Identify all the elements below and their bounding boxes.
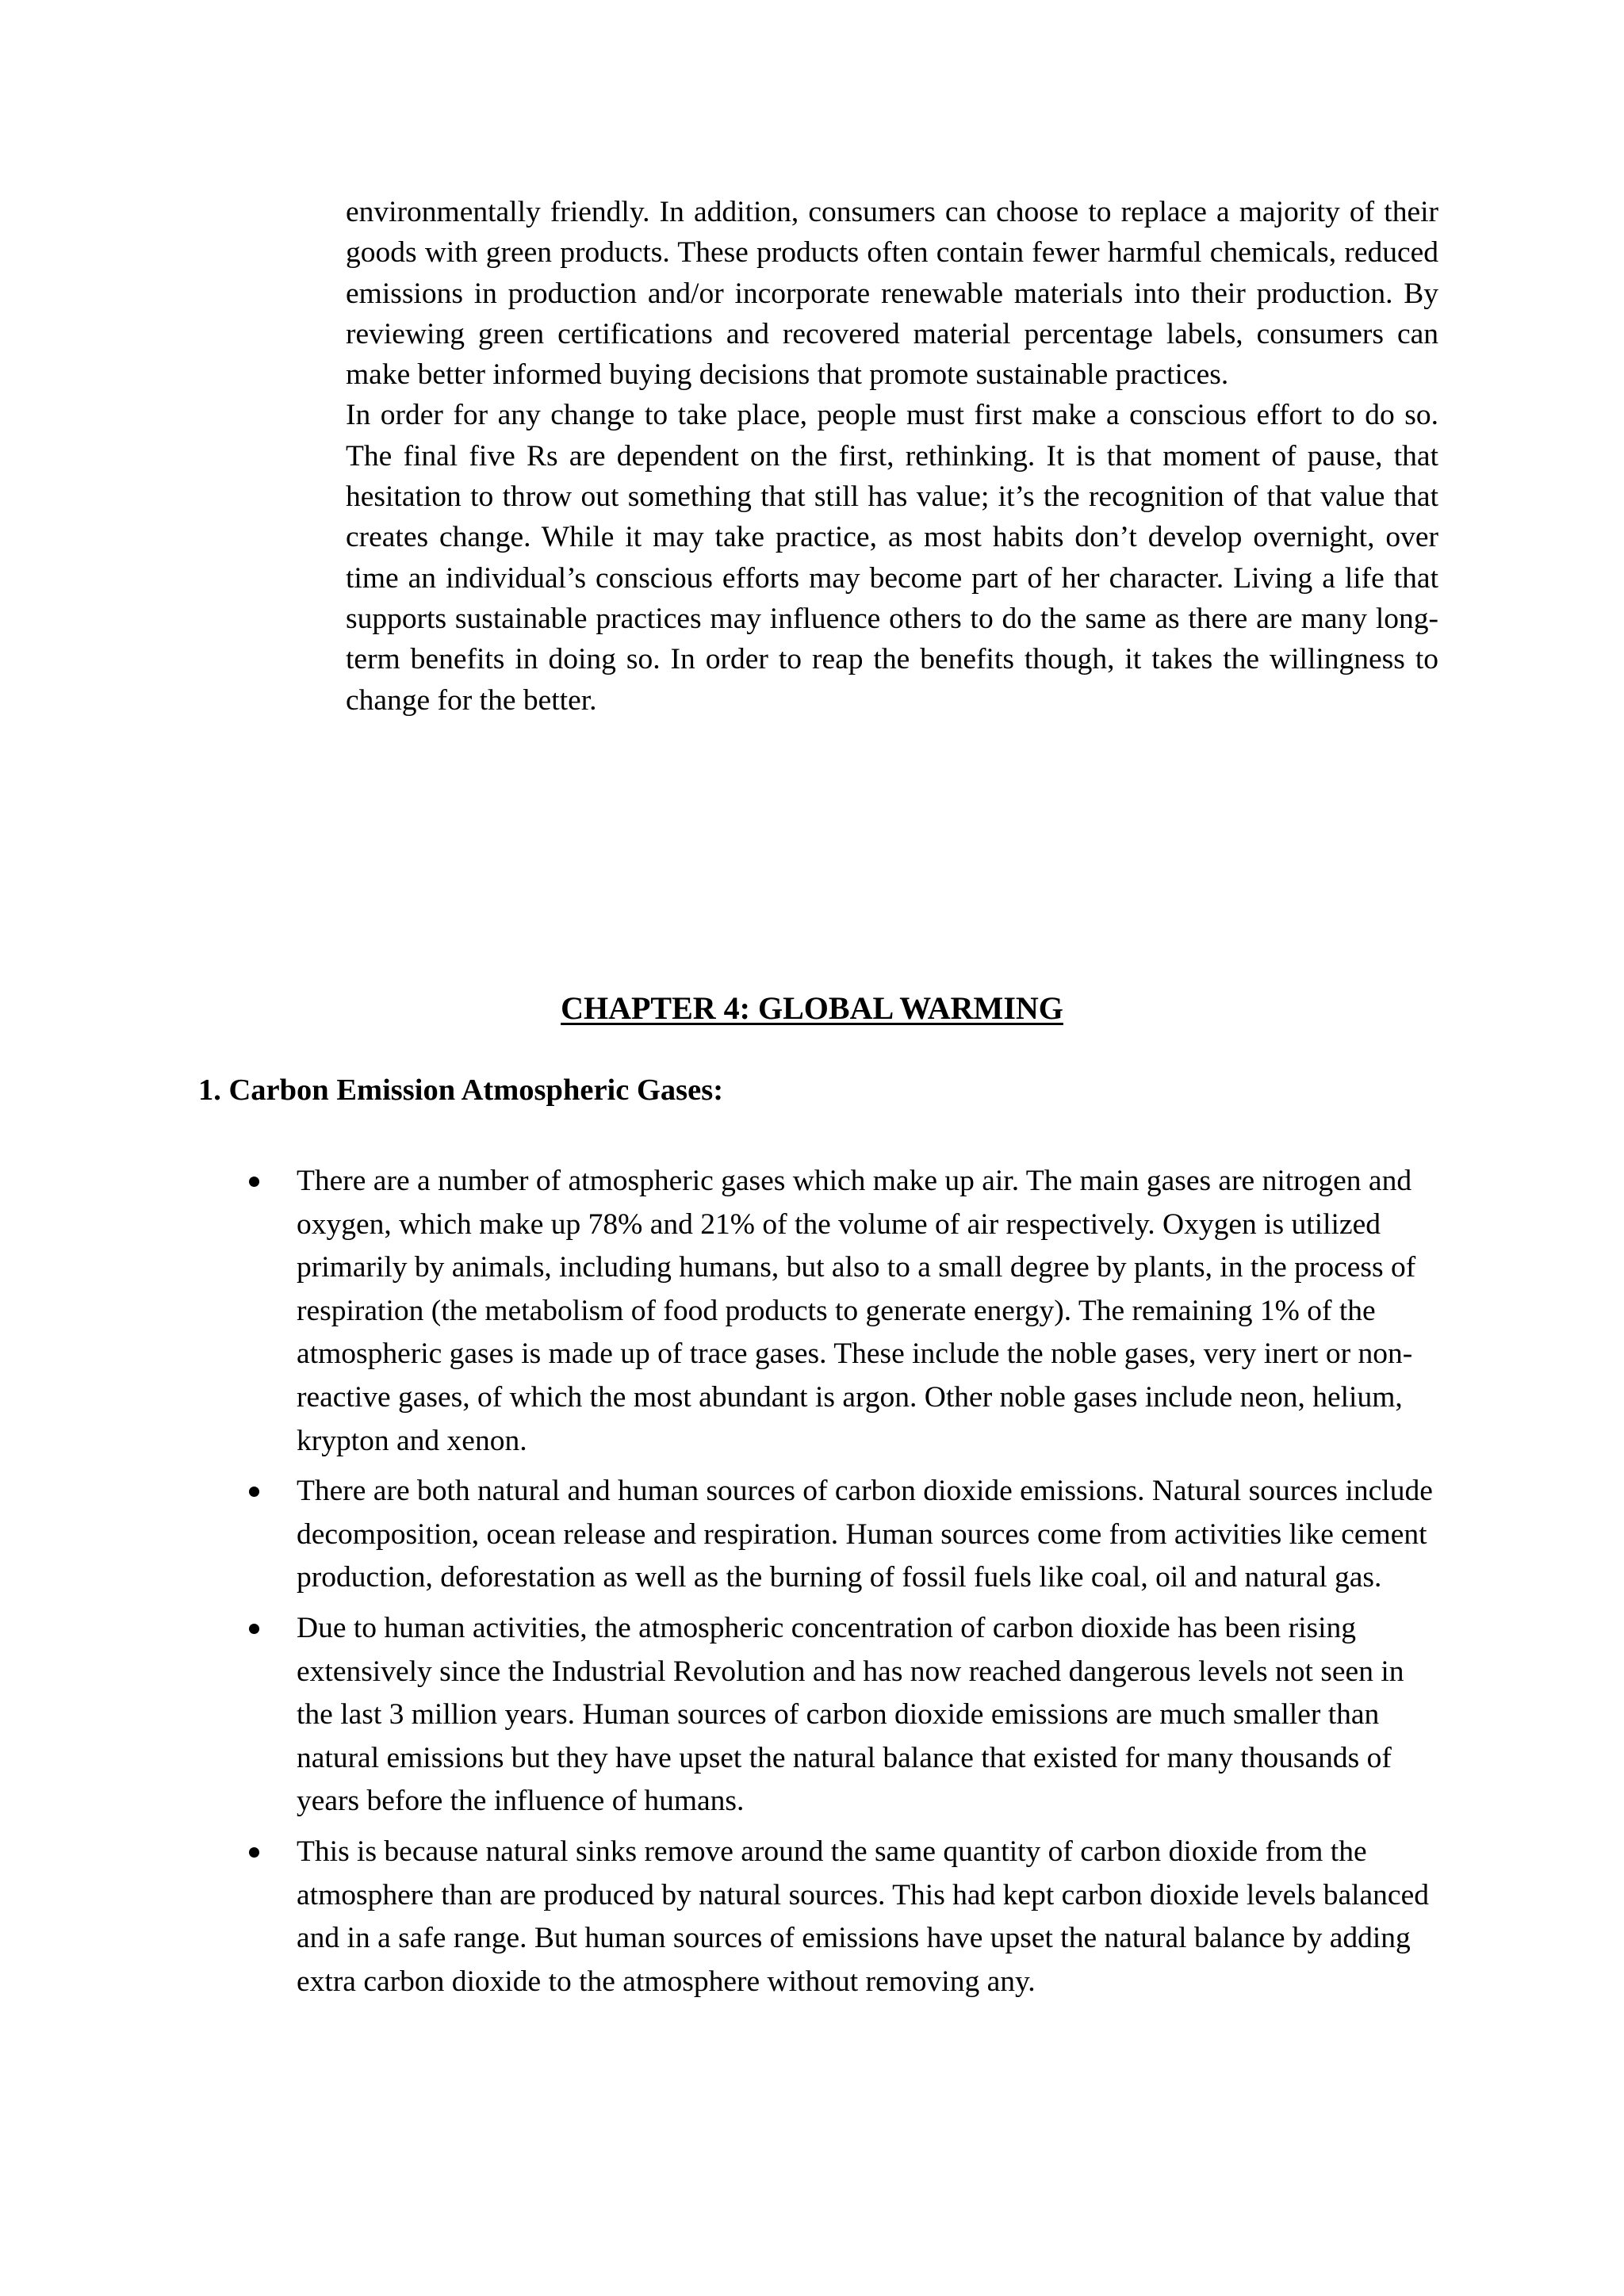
section-heading: 1. Carbon Emission Atmospheric Gases: xyxy=(198,1073,724,1107)
bullet-dot-icon xyxy=(249,1847,259,1858)
intro-text xyxy=(346,192,1438,721)
bullet-text: This is because natural sinks remove around the same quantity of carbon dioxide from the atmosphere than are produced by natural sources. This had kept carbon dioxide levels balanced and in a safe range. But human sources of emissions have upset the natural balance by adding extra carbon dioxide to the atmosphere without removing any. xyxy=(297,1835,1429,1998)
bullet-dot-icon xyxy=(249,1487,259,1497)
bullet-dot-icon xyxy=(249,1624,259,1634)
chapter-title-text: CHAPTER 4: GLOBAL WARMING xyxy=(561,990,1063,1026)
chapter-title xyxy=(0,989,1624,1028)
bullet-item xyxy=(0,1831,1445,2003)
bullet-text: There are a number of atmospheric gases which make up air. The main gases are nitrogen and oxygen, which make up 78% and 21% of the volume of air respectively. Oxygen is utilized primarily by animals, including humans, but also to a small degree by plants, in the process of respiration (the metabolism of food products to generate energy). The remaining 1% of the atmospheric gases is made up of trace gases. These include the noble gases, very inert or non-reactive gases, of which the most abundant is argon. Other noble gases include neon, helium, krypton and xenon. xyxy=(297,1165,1416,1457)
bullet-dot-icon xyxy=(249,1177,259,1187)
bullet-list xyxy=(0,1160,1624,2011)
bullet-item xyxy=(0,1470,1445,1600)
intro-paragraph: In order for any change to take place, people must first make a conscious effort to do so. The final five Rs are dependent on the first, rethinking. It is that moment of pause, that hesitation to throw out something that still has value; it’s the recognition of that value that creates change. While it may take practice, as most habits don’t develop overnight, over time an individual’s conscious efforts may become part of her character. Living a life that supports sustainable practices may influence others to do the same as there are many long-term benefits in doing so. In order to reap the benefits though, it takes the willingness to change for the better. xyxy=(346,399,1438,717)
intro-paragraph: environmentally friendly. In addition, consumers can choose to replace a majority of their goods with green products. These products often contain fewer harmful chemicals, reduced emissions in production and/or incorporate renewable materials into their production. By reviewing green certifications and recovered material percentage labels, consumers can make better informed buying decisions that promote sustainable practices. xyxy=(346,196,1438,392)
bullet-text: Due to human activities, the atmospheric concentration of carbon dioxide has been rising extensively since the Industrial Revolution and has now reached dangerous levels not seen in the last 3 million years. Human sources of carbon dioxide emissions are much smaller than natural emissions but they have upset the natural balance that existed for many thousands of years before the influence of humans. xyxy=(297,1611,1404,1818)
bullet-text: There are both natural and human sources of carbon dioxide emissions. Natural sources include decomposition, ocean release and respiration. Human sources come from activities like cement production, deforestation as well as the burning of fossil fuels like coal, oil and natural gas. xyxy=(297,1475,1433,1594)
bullet-item xyxy=(0,1607,1445,1823)
bullet-item xyxy=(0,1160,1445,1463)
